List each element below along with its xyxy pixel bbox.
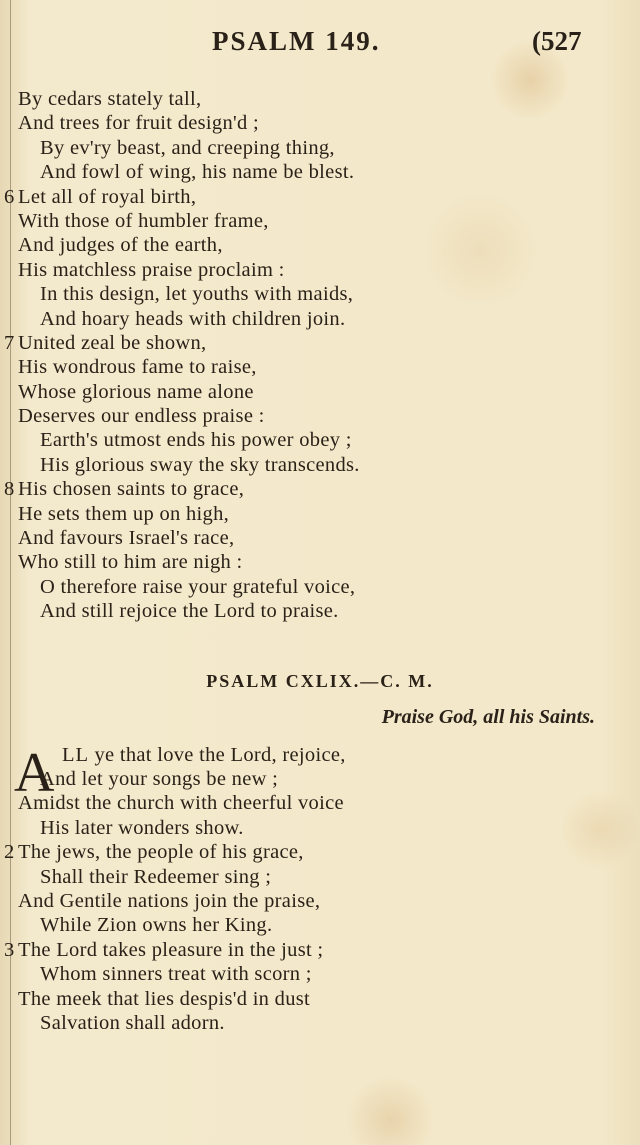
verse-text: And hoary heads with children join. xyxy=(40,307,346,330)
verse-line xyxy=(18,816,628,840)
verse-text: Salvation shall adorn. xyxy=(40,1011,225,1034)
verse-text: Whom sinners treat with scorn ; xyxy=(40,963,312,986)
page-gutter-line xyxy=(10,0,11,1145)
verse-line xyxy=(18,526,628,550)
verse-text: Shall their Redeemer sing ; xyxy=(40,865,272,888)
verse-text: And favours Israel's race, xyxy=(18,527,235,550)
verse-line xyxy=(18,962,628,986)
running-title: PSALM 149. xyxy=(212,26,381,56)
verse-text: The meek that lies despis'd in dust xyxy=(18,987,311,1010)
verse-line xyxy=(18,111,628,135)
verse-number: 8 xyxy=(4,478,15,501)
verse-line xyxy=(4,840,628,864)
verse-line xyxy=(18,913,628,937)
verse-text: Deserves our endless praise : xyxy=(18,405,265,428)
verse-text: He sets them up on high, xyxy=(18,502,230,525)
verse-text: And let your songs be new ; xyxy=(40,768,279,790)
verse-text: Let all of royal birth, xyxy=(18,185,197,208)
psalm-149-stanza xyxy=(4,767,628,1035)
verse-text: Earth's utmost ends his power obey ; xyxy=(40,429,352,452)
verse-line xyxy=(18,307,628,331)
verse-line xyxy=(18,428,628,452)
verse-text: By cedars stately tall, xyxy=(18,88,202,110)
verse-line xyxy=(18,136,628,160)
verse-text: The jews, the people of his grace, xyxy=(18,841,304,864)
verse-line xyxy=(18,258,628,282)
verse-line xyxy=(18,282,628,306)
verse-text: And judges of the earth, xyxy=(18,234,223,257)
section-title: PSALM CXLIX.—C. M. xyxy=(206,671,434,691)
verse-text: His later wonders show. xyxy=(40,816,244,839)
verse-line xyxy=(18,599,628,623)
verse-line xyxy=(18,160,628,184)
verse-line xyxy=(18,767,628,791)
psalm-148-stanza-continuation xyxy=(4,87,628,624)
first-line-caps: LL xyxy=(62,744,90,766)
verse-text: His glorious sway the sky transcends. xyxy=(40,453,360,476)
verse-line xyxy=(18,209,628,233)
drop-cap: A xyxy=(14,742,55,804)
verse-line xyxy=(18,233,628,257)
verse-text: His wondrous fame to raise, xyxy=(18,356,257,379)
verse-line xyxy=(18,1011,628,1035)
verse-line xyxy=(4,938,628,962)
verse-text: His chosen saints to grace, xyxy=(18,478,245,501)
verse-line xyxy=(18,987,628,1011)
verse-line xyxy=(18,404,628,428)
first-verse-line xyxy=(62,743,622,767)
verse-text: With those of humbler frame, xyxy=(18,209,269,232)
verse-line xyxy=(18,889,628,913)
verse-text: And fowl of wing, his name be blest. xyxy=(40,161,355,184)
verse-text: While Zion owns her King. xyxy=(40,914,273,937)
verse-line xyxy=(18,502,628,526)
verse-line xyxy=(18,453,628,477)
verse-text: Amidst the church with cheerful voice xyxy=(18,792,344,815)
verse-text: His matchless praise proclaim : xyxy=(18,258,285,281)
verse-number: 3 xyxy=(4,938,15,961)
verse-text: United zeal be shown, xyxy=(18,331,207,354)
verse-text: The Lord takes pleasure in the just ; xyxy=(18,938,324,961)
page-number: (527 xyxy=(532,26,582,56)
verse-text: O therefore raise your grateful voice, xyxy=(40,575,356,598)
verse-line xyxy=(4,331,628,355)
verse-line xyxy=(18,575,628,599)
verse-line xyxy=(4,477,628,501)
verse-line xyxy=(18,550,628,574)
verse-text: And Gentile nations join the praise, xyxy=(18,889,321,912)
verse-line xyxy=(18,87,628,111)
verse-text: In this design, let youths with maids, xyxy=(40,283,354,306)
verse-line xyxy=(18,865,628,889)
verse-text: By ev'ry beast, and creeping thing, xyxy=(40,136,335,159)
verse-line xyxy=(18,380,628,404)
verse-line xyxy=(18,791,628,815)
verse-number: 7 xyxy=(4,331,15,354)
section-subtitle: Praise God, all his Saints. xyxy=(381,706,595,728)
first-line-text: ye that love the Lord, rejoice, xyxy=(89,744,346,766)
verse-line xyxy=(4,185,628,209)
verse-text: Whose glorious name alone xyxy=(18,380,254,403)
verse-number: 6 xyxy=(4,185,15,208)
verse-line xyxy=(18,355,628,379)
verse-number: 2 xyxy=(4,841,15,864)
verse-text: Who still to him are nigh : xyxy=(18,551,243,574)
page-header xyxy=(0,26,640,66)
verse-text: And still rejoice the Lord to praise. xyxy=(40,600,339,623)
verse-text: And trees for fruit design'd ; xyxy=(18,112,259,135)
